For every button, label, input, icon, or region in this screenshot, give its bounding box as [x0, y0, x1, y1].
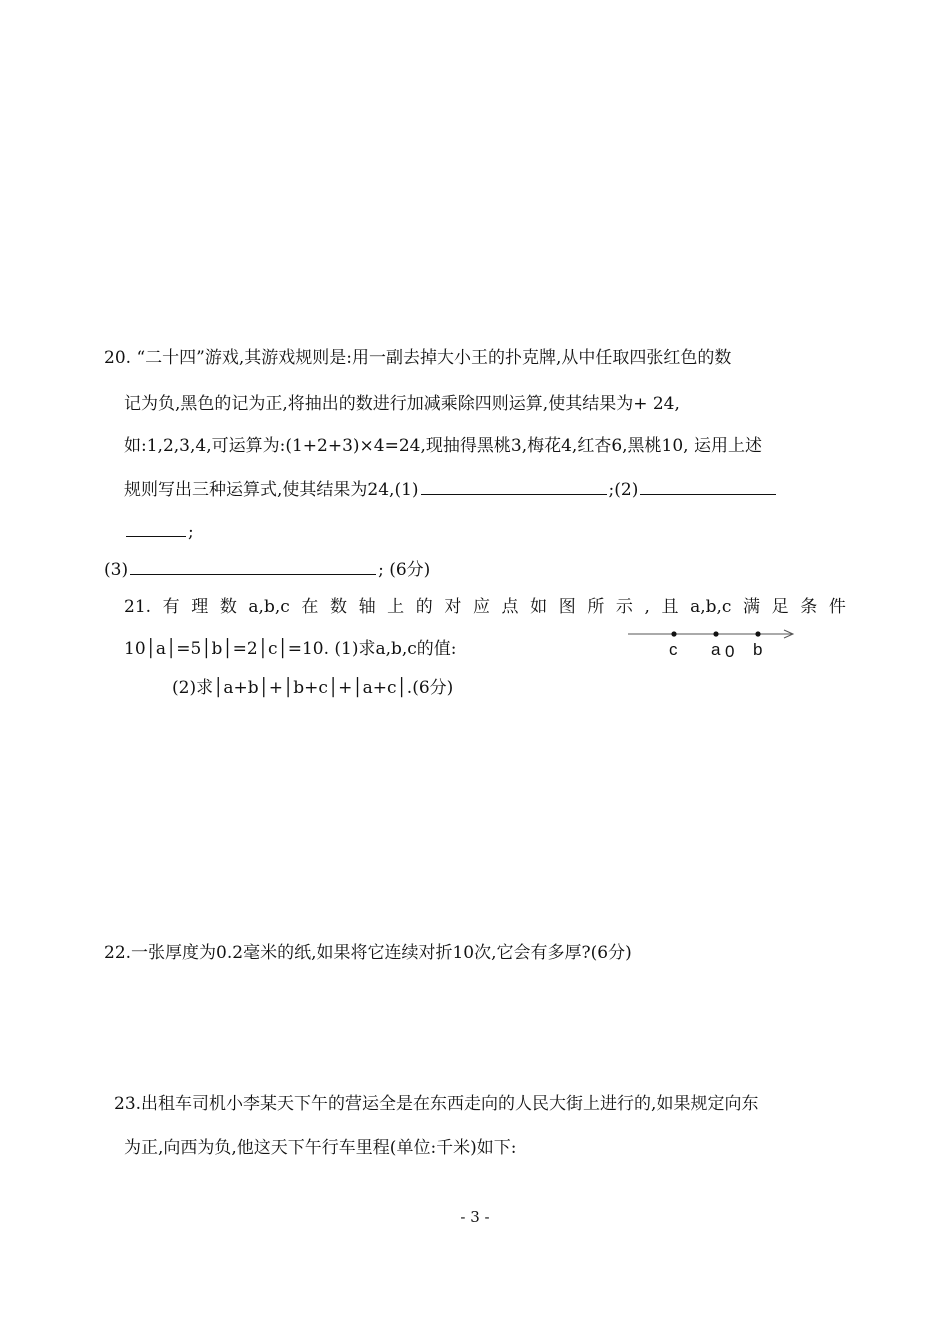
number-line-label-a: a	[711, 640, 721, 659]
number-line-point-a	[713, 631, 718, 636]
q21-token: 在	[301, 597, 319, 617]
q21-token: a,b,c	[248, 597, 290, 617]
q21-token: 如	[530, 597, 548, 617]
number-line-label-b: b	[753, 640, 763, 659]
q21-token: 数	[219, 597, 237, 617]
number-line-point-c	[671, 631, 676, 636]
q22-line-1: 22.一张厚度为0.2毫米的纸,如果将它连续对折10次,它会有多厚?(6分)	[104, 943, 632, 963]
q21-token: 件	[828, 597, 846, 617]
q21-line-2: 10│a│=5│b│=2│c│=10. (1)求a,b,c的值:	[124, 639, 457, 659]
q20-line-3: 如:1,2,3,4,可运算为:(1+2+3)×4=24,现抽得黑桃3,梅花4,红杏6,黑桃10, 运用上述	[124, 436, 762, 456]
answer-blank-1[interactable]	[421, 478, 607, 495]
q20-line-4	[124, 478, 778, 501]
answer-blank-2-part2[interactable]	[126, 520, 186, 537]
page-number: - 3 -	[460, 1208, 490, 1226]
q20-part3: (3)	[104, 560, 129, 580]
q21-token: 应	[472, 597, 490, 617]
q20-line-2: 记为负,黑色的记为正,将抽出的数进行加减乘除四则运算,使其结果为+ 24,	[124, 394, 680, 414]
number-line-label-c: c	[669, 640, 678, 659]
q21-token: 且	[661, 597, 679, 617]
q21-token: 所	[587, 597, 605, 617]
q21-token: ,	[644, 597, 650, 617]
q23-line-1: 23.出租车司机小李某天下午的营运全是在东西走向的人民大街上进行的,如果规定向东	[114, 1094, 759, 1114]
q20-line-6	[104, 558, 430, 581]
q21-line-3: (2)求│a+b│+│b+c│+│a+c│.(6分)	[172, 678, 454, 698]
q21-token: 图	[558, 597, 576, 617]
answer-blank-2-part1[interactable]	[640, 478, 776, 495]
q20-line-1: 20. “二十四”游戏,其游戏规则是:用一副去掉大小王的扑克牌,从中任取四张红色的数	[104, 348, 732, 368]
q21-token: 的	[415, 597, 433, 617]
q21-token: a,b,c	[690, 597, 732, 617]
q21-token: 点	[501, 597, 519, 617]
number-line-point-b	[755, 631, 760, 636]
q20-sep: ;(2)	[608, 480, 639, 500]
q21-token: 轴	[358, 597, 376, 617]
q21-token: 数	[329, 597, 347, 617]
q21-token: 条	[800, 597, 818, 617]
answer-blank-3[interactable]	[130, 558, 376, 575]
number-line-label-0: 0	[725, 642, 735, 661]
q21-token: 理	[191, 597, 209, 617]
q20-prompt: 规则写出三种运算式,使其结果为24,(1)	[124, 480, 419, 500]
q21-token: 上	[387, 597, 405, 617]
number-line-figure	[626, 624, 798, 668]
q21-token: 对	[444, 597, 462, 617]
q20-score: ; (6分)	[378, 560, 431, 580]
q20-line-5	[124, 520, 194, 543]
q21-token: 示	[615, 597, 633, 617]
q21-token: 有	[162, 597, 180, 617]
q21-token: 满	[743, 597, 761, 617]
q21-line-1	[124, 596, 846, 618]
q20-end: ;	[188, 522, 194, 542]
q23-line-2: 为正,向西为负,他这天下午行车里程(单位:千米)如下:	[124, 1138, 517, 1158]
q21-token: 足	[771, 597, 789, 617]
q21-token: 21.	[124, 597, 152, 617]
